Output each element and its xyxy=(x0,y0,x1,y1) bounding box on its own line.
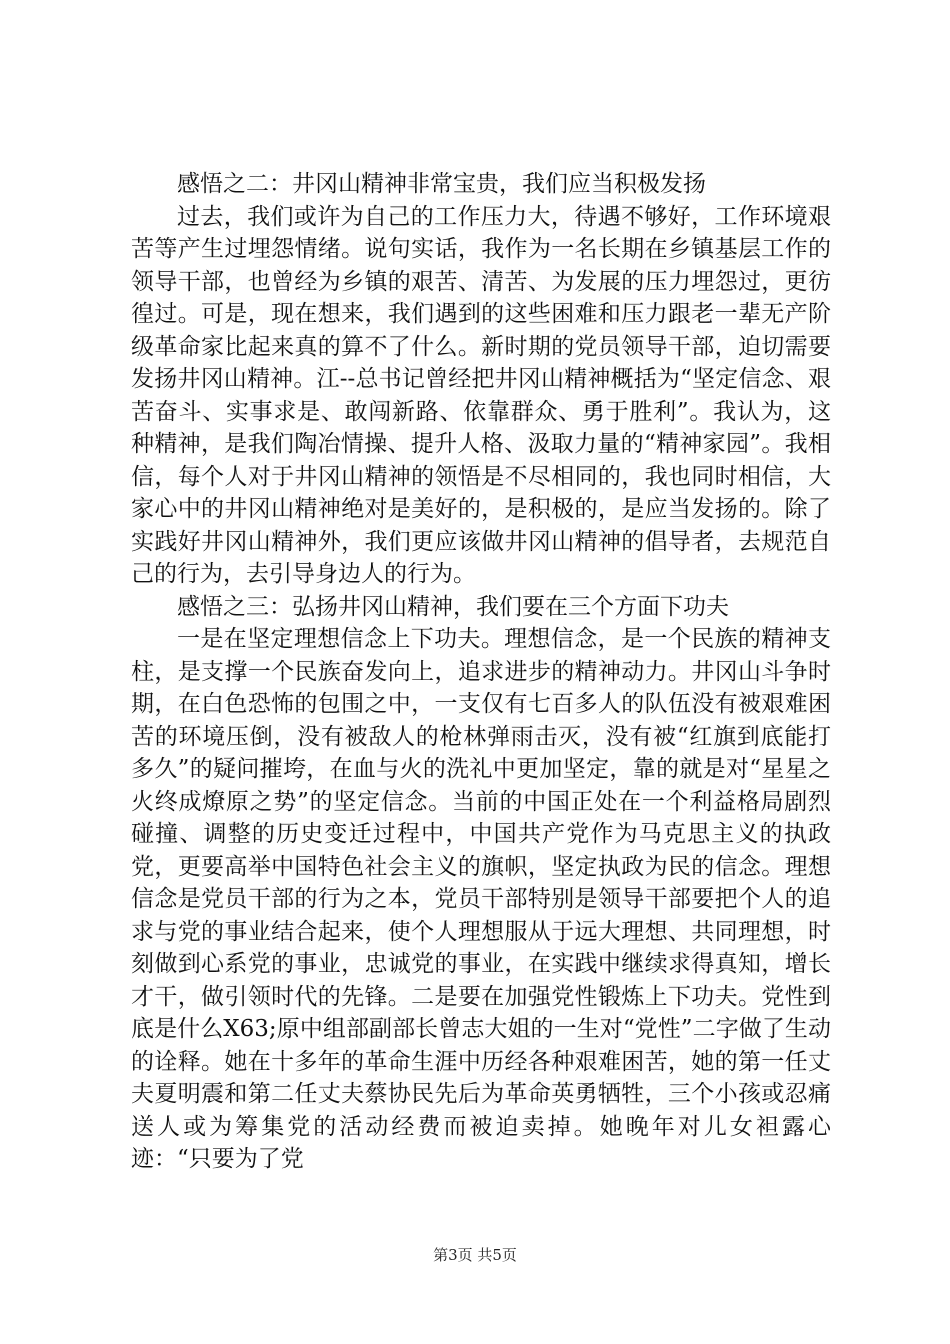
section-heading: 感悟之二：井冈山精神非常宝贵，我们应当积极发扬 xyxy=(177,171,706,197)
body-paragraph: 过去，我们或许为自己的工作压力大，待遇不够好，工作环境艰苦等产生过埋怨情绪。说句实话，我作为一名长期在乡镇基层工作的领导干部，也曾经为乡镇的艰苦、清苦、为发展的压力埋怨过，更彷徨过。可是，现在想来，我们遇到的这些困难和压力跟老一辈无产阶级革命家比起来真的算不了什么。新时期的党员领导干部，迫切需要发扬井冈山精神。江--总书记曾经把井冈山精神概括为“坚定信念、艰苦奋斗、实事求是、敢闯新路、依靠群众、勇于胜利”。我认为，这种精神，是我们陶冶情操、提升人格、汲取力量的“精神家园”。我相信，每个人对于井冈山精神的领悟是不尽相同的，我也同时相信，大家心中的井冈山精神绝对是美好的，是积极的，是应当发扬的。除了实践好井冈山精神外，我们更应该做井冈山精神的倡导者，去规范自己的行为，去引导身边人的行为。 xyxy=(131,203,831,587)
document-body xyxy=(131,168,831,1176)
section-heading: 感悟之三：弘扬井冈山精神，我们要在三个方面下功夫 xyxy=(177,593,729,620)
page-footer xyxy=(0,1245,950,1265)
body-paragraph: 一是在坚定理想信念上下功夫。理想信念，是一个民族的精神支柱，是支撑一个民族奋发向上，追求进步的精神动力。井冈山斗争时期，在白色恐怖的包围之中，一支仅有七百多人的队伍没有被艰难困苦的环境压倒，没有被敌人的枪林弹雨击灭，没有被“红旗到底能打多久”的疑问摧垮，在血与火的洗礼中更加坚定，靠的就是对“星星之火终成燎原之势”的坚定信念。当前的中国正处在一个利益格局剧烈碰撞、调整的历史变迁过程中，中国共产党作为马克思主义的执政党，更要高举中国特色社会主义的旗帜，坚定执政为民的信念。理想信念是党员干部的行为之本，党员干部特别是领导干部要把个人的追求与党的事业结合起来，使个人理想服从于远大理想、共同理想，时刻做到心系党的事业，忠诚党的事业，在实践中继续求得真知，增长才干，做引领时代的先锋。二是要在加强党性锻炼上下功夫。党性到底是什么X63;原中组部副部长曾志大姐的一生对“党性”二字做了生动的诠释。她在十多年的革命生涯中历经各种艰难困苦，她的第一任丈夫夏明震和第二任丈夫蔡协民先后为革命英勇牺牲，三个小孩或忍痛送人或为筹集党的活动经费而被迫卖掉。她晚年对儿女袒露心迹：“只要为了党 xyxy=(131,626,831,1172)
page-number-label: 第3页 共5页 xyxy=(433,1246,517,1264)
